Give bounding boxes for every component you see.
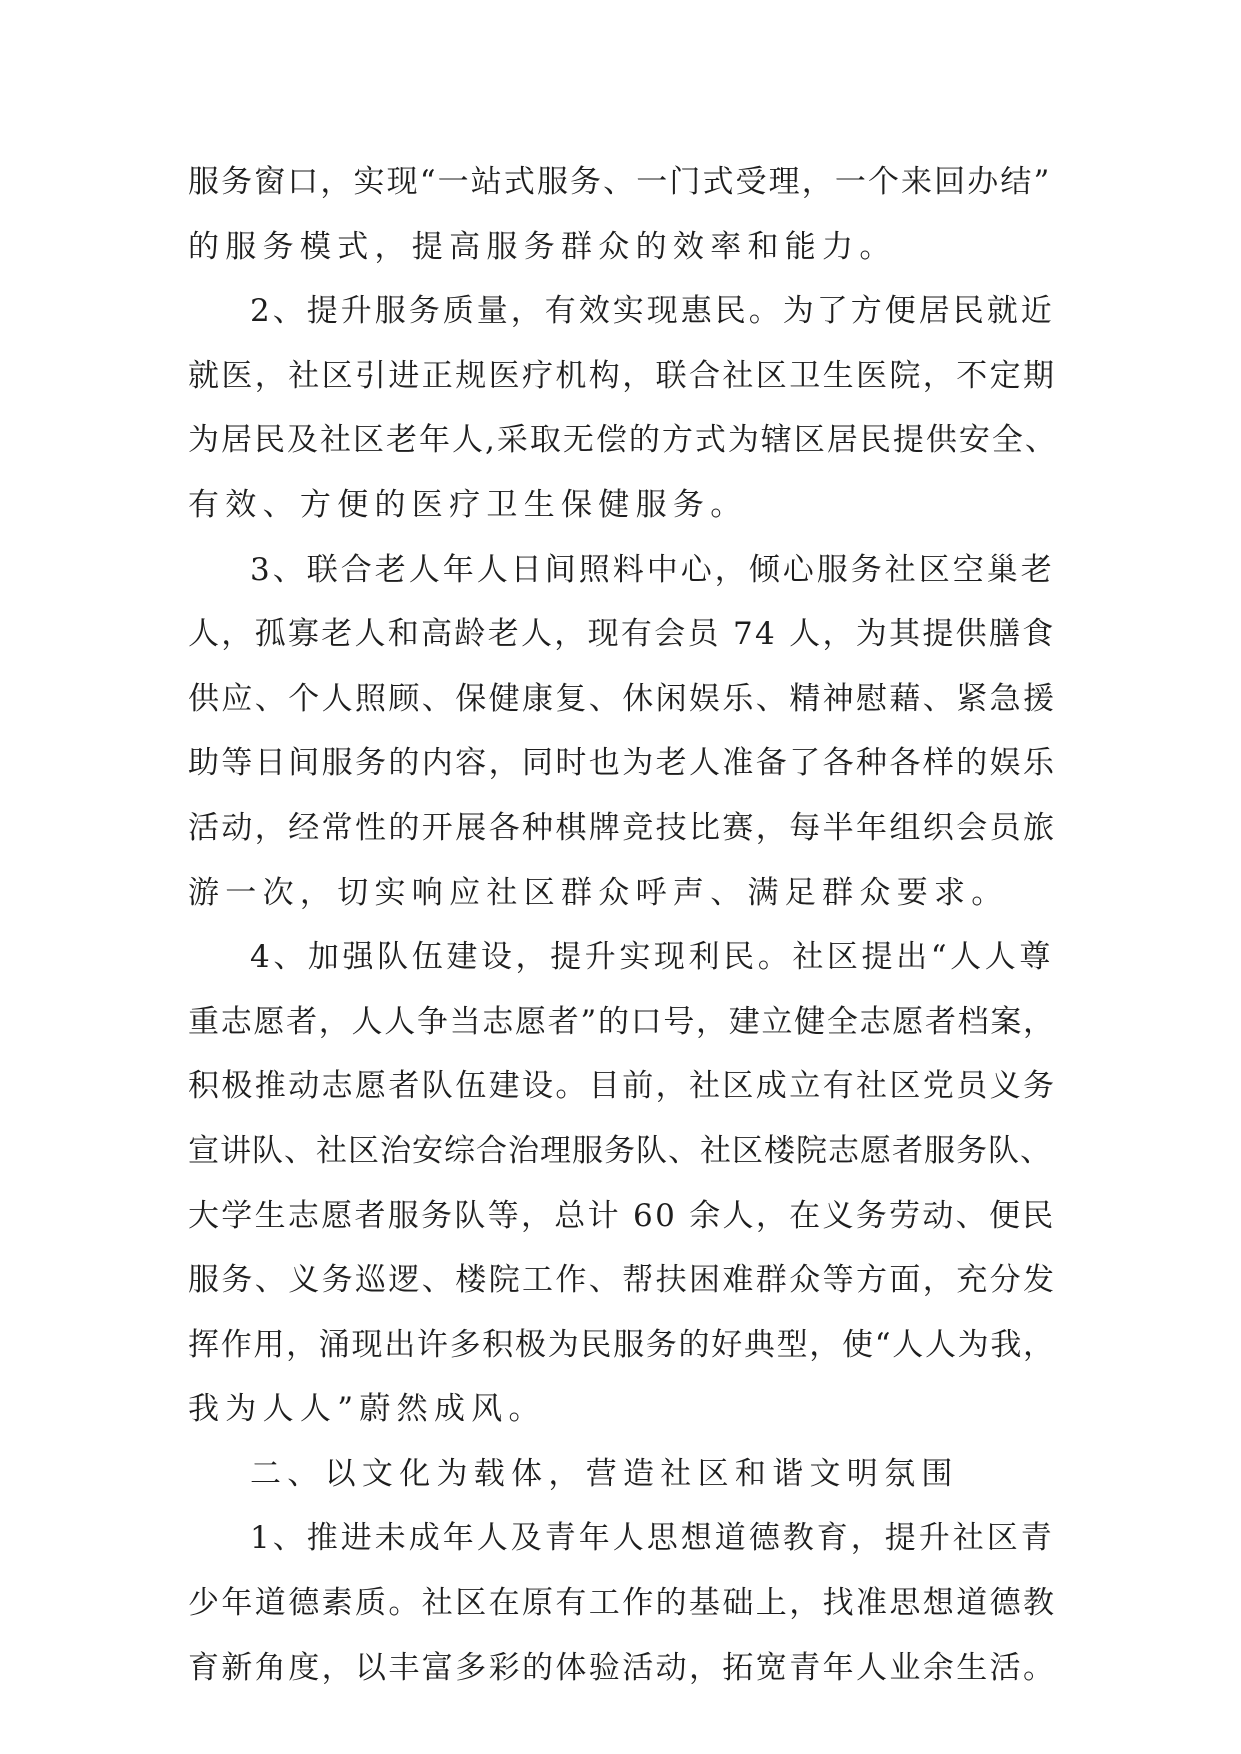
text-line: 人，孤寡老人和高龄老人，现有会员 74 人，为其提供膳食 — [188, 616, 1056, 653]
text-line: 服务窗口，实现“一站式服务、一门式受理，一个来回办结” — [188, 164, 1052, 200]
text-line: 少年道德素质。社区在原有工作的基础上，找准思想道德教 — [188, 1585, 1057, 1622]
text-line: 宣讲队、社区治安综合治理服务队、社区楼院志愿者服务队、 — [188, 1132, 1052, 1169]
text-line: 为居民及社区老年人,采取无偿的方式为辖区居民提供安全、 — [188, 422, 1058, 459]
text-line: 育新角度，以丰富多彩的体验活动，拓宽青年人业余生活。 — [188, 1649, 1057, 1686]
text-line: 我为人人”蔚然成风。 — [188, 1391, 546, 1428]
paragraph-start-line: 3、联合老人年人日间照料中心，倾心服务社区空巢老 — [250, 551, 1055, 588]
text-line: 大学生志愿者服务队等，总计 60 余人，在义务劳动、便民 — [188, 1197, 1056, 1234]
text-line: 就医，社区引进正规医疗机构，联合社区卫生医院，不定期 — [188, 357, 1057, 394]
text-line: 的服务模式，提高服务群众的效率和能力。 — [188, 228, 897, 265]
section-heading: 二、以文化为载体，营造社区和谐文明氛围 — [250, 1455, 959, 1492]
text-line: 服务、义务巡逻、楼院工作、帮扶困难群众等方面，充分发 — [188, 1262, 1057, 1299]
body-text — [188, 150, 1058, 1700]
text-line: 积极推动志愿者队伍建设。目前，社区成立有社区党员义务 — [188, 1068, 1057, 1105]
paragraph-start-line: 2、提升服务质量，有效实现惠民。为了方便居民就近 — [250, 293, 1055, 330]
text-line: 游一次，切实响应社区群众呼声、满足群众要求。 — [188, 874, 1009, 911]
text-line: 挥作用，涌现出许多积极为民服务的好典型，使“人人为我， — [188, 1326, 1056, 1363]
text-line: 有效、方便的医疗卫生保健服务。 — [188, 486, 748, 523]
text-line: 重志愿者，人人争当志愿者”的口号，建立健全志愿者档案， — [188, 1003, 1056, 1040]
text-line: 供应、个人照顾、保健康复、休闲娱乐、精神慰藉、紧急援 — [188, 680, 1057, 717]
text-line: 助等日间服务的内容，同时也为老人准备了各种各样的娱乐 — [188, 745, 1057, 782]
text-line: 活动，经常性的开展各种棋牌竞技比赛，每半年组织会员旅 — [188, 809, 1057, 846]
paragraph-start-line: 4、加强队伍建设，提升实现利民。社区提出“人人尊 — [250, 939, 1054, 976]
paragraph-start-line: 1、推进未成年人及青年人思想道德教育，提升社区青 — [250, 1520, 1055, 1557]
